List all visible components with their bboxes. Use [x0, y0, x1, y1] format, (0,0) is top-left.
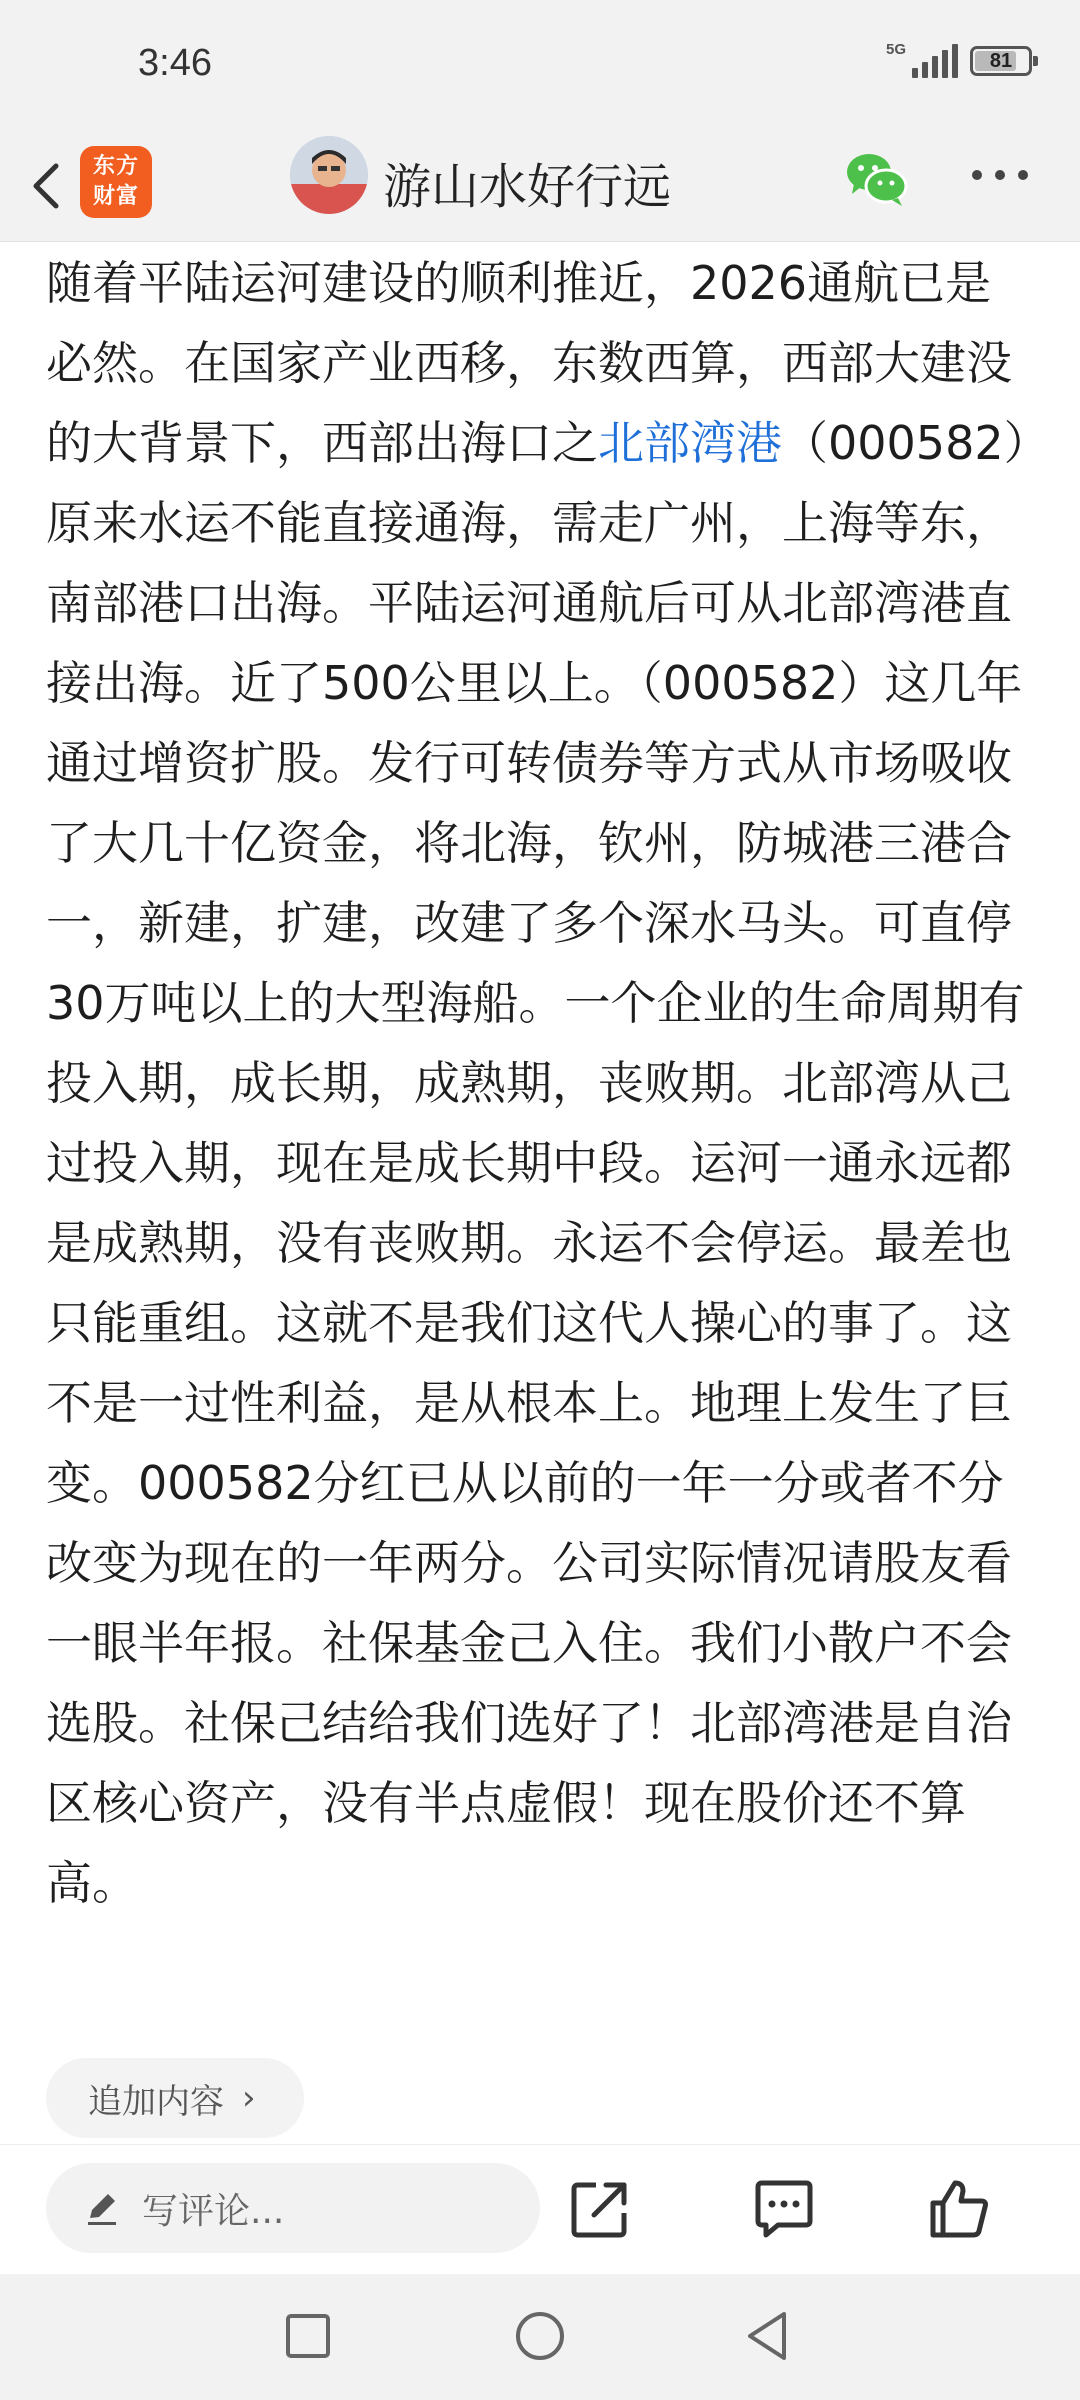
- system-nav-bar: [0, 2274, 1080, 2400]
- battery-icon: [970, 46, 1032, 76]
- wechat-icon[interactable]: [842, 148, 910, 208]
- header: [0, 130, 1080, 242]
- pencil-icon: [82, 2188, 122, 2228]
- avatar-image: [290, 136, 368, 214]
- avatar[interactable]: [290, 136, 368, 214]
- share-icon[interactable]: [566, 2175, 634, 2243]
- app-logo[interactable]: [80, 146, 152, 218]
- thumbs-up-icon[interactable]: [925, 2175, 993, 2243]
- page-title[interactable]: 游山水好行远: [383, 159, 672, 215]
- comment-icon[interactable]: [750, 2175, 818, 2243]
- add-content-label: 追加内容: [88, 2081, 224, 2122]
- app-logo-text: 东方财富: [92, 154, 139, 209]
- post-text-part1: 随着平陆运河建设的顺利推近，2026通航已是必然。在国家产业西移，东数西算，西部大建没的大背景下，西部出海口之: [46, 256, 1012, 470]
- comment-input[interactable]: [46, 2163, 540, 2253]
- signal-icon: [886, 41, 958, 78]
- status-icons: [886, 41, 1032, 78]
- home-icon[interactable]: [508, 2304, 572, 2368]
- recent-apps-icon[interactable]: [276, 2304, 340, 2368]
- comment-placeholder: 写评论...: [142, 2190, 285, 2232]
- stock-link[interactable]: 北部湾港: [598, 416, 782, 470]
- post-body: [46, 243, 1036, 1923]
- chevron-right-icon: ›: [242, 2078, 256, 2118]
- battery-level: 81: [989, 49, 1013, 72]
- more-icon[interactable]: [972, 170, 1028, 184]
- status-time: 3:46: [138, 42, 212, 84]
- add-content-button[interactable]: [46, 2058, 304, 2138]
- network-label: 5G: [886, 41, 907, 58]
- nav-back-icon[interactable]: [736, 2304, 800, 2368]
- status-bar: [0, 0, 1080, 130]
- post-text-part2: （000582）原来水运不能直接通海，需走广州，上海等东，南部港口出海。平陆运河通航后可从北部湾港直接出海。近了500公里以上。（000582）这几年通过增资扩股。发行可转债券等方式从市场吸收了大几十亿资金，将北海，钦州，防城港三港合一，新建，扩建，改建了多个深水马头。可直停30万吨以上的大型海船。一个企业的生命周期有投入期，成长期，成熟期，丧败期。北部湾从己过投入期，现在是成长期中段。运河一通永远都是成熟期，没有丧败期。永运不会停运。最差也只能重组。这就不是我们这代人操心的事了。这不是一过性利益，是从根本上。地理上发生了巨变。000582分红已从以前的一年一分或者不分改变为现在的一年两分。公司实际情况请股友看一眼半年报。社保基金己入住。我们小散户不会选股。社保己结给我们选好了！北部湾港是自治区核心资产，没有半点虚假！现在股价还不算高。: [46, 416, 1027, 1910]
- back-arrow-icon[interactable]: [20, 156, 80, 216]
- bottom-action-bar: [0, 2144, 1080, 2274]
